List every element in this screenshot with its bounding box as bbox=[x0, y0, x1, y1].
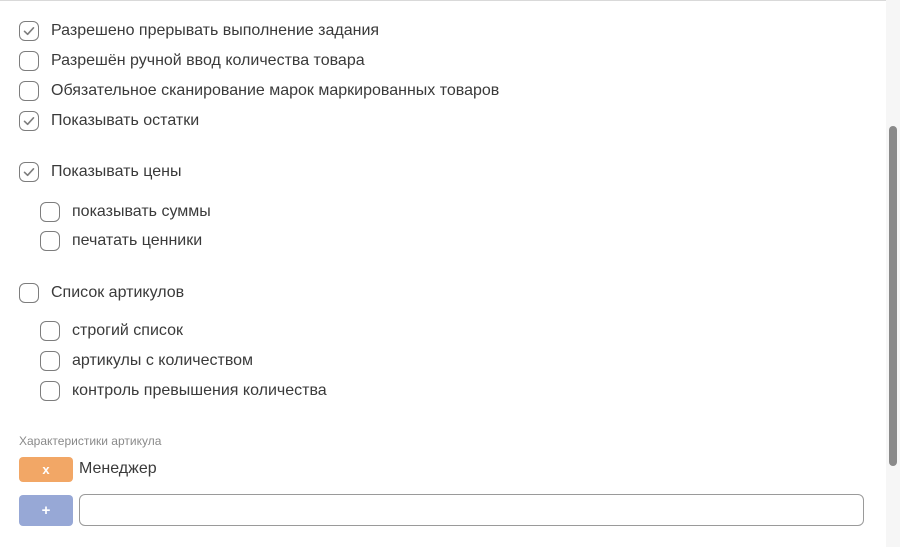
checkbox-box[interactable] bbox=[19, 21, 39, 41]
checkbox-print-tags[interactable] bbox=[40, 229, 202, 253]
checkbox-show-sums[interactable] bbox=[40, 200, 211, 224]
checkbox-label: показывать суммы bbox=[72, 203, 211, 220]
check-icon bbox=[22, 24, 36, 38]
checkbox-label: строгий список bbox=[72, 322, 183, 339]
checkbox-article-list[interactable] bbox=[19, 281, 184, 305]
checkbox-manual-qty[interactable] bbox=[19, 49, 365, 73]
top-divider bbox=[0, 0, 900, 1]
check-icon bbox=[22, 165, 36, 179]
checkbox-qty-exceed-control[interactable] bbox=[40, 379, 327, 403]
checkbox-box[interactable] bbox=[40, 321, 60, 341]
characteristics-section-label: Характеристики артикула bbox=[19, 434, 162, 448]
checkbox-label: печатать ценники bbox=[72, 232, 203, 249]
checkbox-box[interactable] bbox=[40, 231, 60, 251]
checkbox-allow-interrupt[interactable] bbox=[19, 19, 379, 43]
checkbox-strict-list[interactable] bbox=[40, 319, 183, 343]
scrollbar-thumb[interactable] bbox=[889, 126, 897, 466]
checkbox-label: Показывать остатки bbox=[51, 112, 200, 129]
checkbox-label: Разрешено прерывать выполнение задания bbox=[51, 22, 380, 39]
checkbox-label: Обязательное сканирование марок маркированных товаров bbox=[51, 82, 500, 99]
checkbox-box[interactable] bbox=[40, 351, 60, 371]
check-icon bbox=[22, 114, 36, 128]
add-characteristic-button[interactable]: + bbox=[19, 495, 73, 526]
checkbox-show-prices[interactable] bbox=[19, 160, 182, 184]
checkbox-mandatory-scan[interactable] bbox=[19, 79, 499, 103]
checkbox-box[interactable] bbox=[19, 283, 39, 303]
checkbox-label: Список артикулов bbox=[51, 284, 185, 301]
checkbox-label: контроль превышения количества bbox=[72, 382, 327, 399]
tag-label: Менеджер bbox=[79, 460, 157, 477]
checkbox-box[interactable] bbox=[40, 202, 60, 222]
checkbox-label: Разрешён ручной ввод количества товара bbox=[51, 52, 365, 69]
checkbox-box[interactable] bbox=[19, 162, 39, 182]
checkbox-show-stock[interactable] bbox=[19, 109, 199, 133]
checkbox-box[interactable] bbox=[19, 111, 39, 131]
checkbox-box[interactable] bbox=[19, 81, 39, 101]
checkbox-articles-with-qty[interactable] bbox=[40, 349, 253, 373]
checkbox-box[interactable] bbox=[19, 51, 39, 71]
remove-tag-button[interactable]: x bbox=[19, 457, 73, 482]
checkbox-label: артикулы с количеством bbox=[72, 352, 254, 369]
characteristic-input[interactable] bbox=[79, 494, 864, 526]
checkbox-label: Показывать цены bbox=[51, 163, 182, 180]
checkbox-box[interactable] bbox=[40, 381, 60, 401]
